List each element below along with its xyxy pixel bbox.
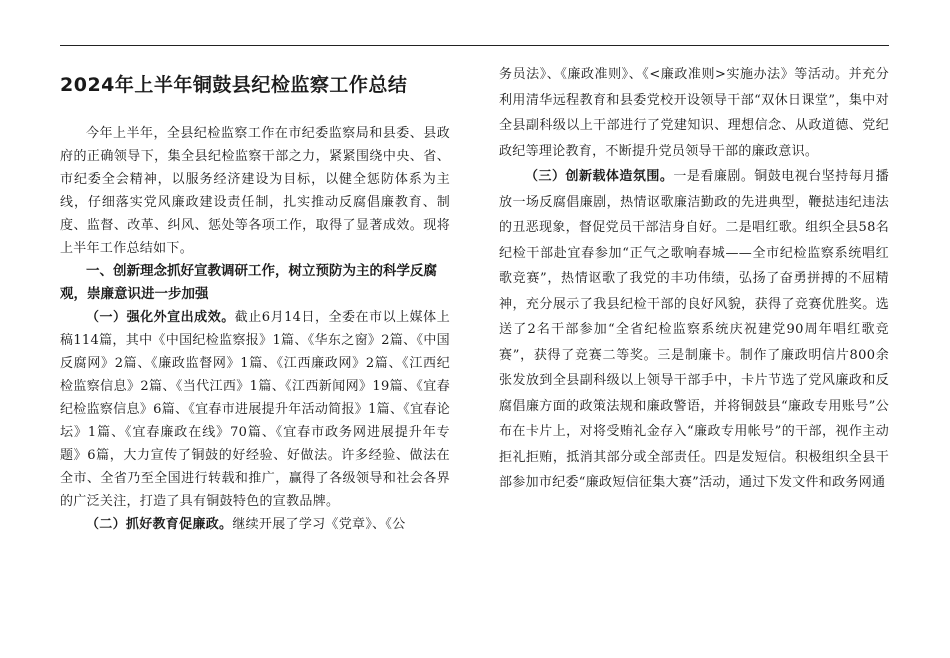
- left-column: [60, 62, 450, 536]
- header-rule: [60, 45, 889, 46]
- document-title: 2024年上半年铜鼓县纪检监察工作总结: [60, 74, 408, 96]
- right-column: [499, 62, 889, 496]
- subsection-3-text: 一是看廉剧。铜鼓电视台坚持每月播放一场反腐倡廉剧，热情讴歌廉洁勤政的先进典型，鞭挞违纪违法的丑恶现象，督促党员干部洁身自好。二是唱红歌。组织全县58名纪检干部赴宜春参加“正气之歌响春城——全市纪检监察系统唱红歌竞赛”，热情讴歌了我党的丰功伟绩，弘扬了奋勇拼搏的不屈精神，充分展示了我县纪检干部的良好风貌，获得了竞赛优胜奖。选送了2名干部参加“全省纪检监察系统庆祝建党90周年唱红歌竞赛”，获得了竞赛二等奖。三是制廉卡。制作了廉政明信片800余张发放到全县副科级以上领导干部手中，卡片节选了党风廉政和反腐倡廉方面的政策法规和廉政警语，并将铜鼓县“廉政专用账号”公布在卡片上，对将受贿礼金存入“廉政专用帐号”的干部，视作主动拒礼拒贿，抵消其部分或全部责任。四是发短信。积极组织全县干部参加市纪委“廉政短信征集大赛”活动，通过下发文件和政务网通: [499, 169, 889, 490]
- subsection-1-lead: （一）强化外宣出成效。: [86, 310, 235, 325]
- subsection-2-lead: （二）抓好教育促廉政。: [86, 517, 233, 532]
- subsection-3-paragraph: [499, 164, 889, 496]
- intro-paragraph: 今年上半年，全县纪检监察工作在市纪委监察局和县委、县政府的正确领导下，集全县纪检监察干部之力，紧紧围绕中央、省、市纪委全会精神，以服务经济建设为目标，以健全惩防体系为主线，仔细落实党风廉政建设责任制，扎实推动反腐倡廉教育、制度、监督、改革、纠风、惩处等各项工作，取得了显著成效。现将上半年工作总结如下。: [60, 126, 450, 256]
- section-1-heading: 一、创新理念抓好宣教调研工作，树立预防为主的科学反腐观，崇廉意识进一步加强: [60, 263, 437, 302]
- subsection-2-text: 继续开展了学习《党章》、《公: [232, 517, 406, 532]
- subsection-2-paragraph: [60, 513, 450, 536]
- subsection-2-continued: 务员法》、《廉政准则》、《<廉政准则>实施办法》等活动。并充分利用清华远程教育和县委党校开设领导干部“双休日课堂”，集中对全县副科级以上干部进行了党建知识、理想信念、从政道德、党纪政纪等理论教育，不断提升党员领导干部的廉政意识。: [499, 67, 889, 159]
- subsection-1-paragraph: [60, 306, 450, 513]
- subsection-3-lead: （三）创新载体造氛围。: [525, 169, 674, 184]
- subsection-1-text: 截止6月14日，全委在市以上媒体上稿114篇，其中《中国纪检监察报》1篇、《华东之窗》2篇、《中国反腐网》2篇、《廉政监督网》1篇、《江西廉政网》2篇、《江西纪检监察信息》2篇、《当代江西》1篇、《江西新闻网》19篇、《宜春纪检监察信息》6篇、《宜春市进展提升年活动简报》1篇、《宜春论坛》1篇、《宜春廉政在线》70篇、《宜春市政务网进展提升年专题》6篇，大力宣传了铜鼓的好经验、好做法。许多经验、做法在全市、全省乃至全国进行转载和推广，赢得了各级领导和社会各界的广泛关注，打造了具有铜鼓特色的宣教品牌。: [60, 310, 450, 509]
